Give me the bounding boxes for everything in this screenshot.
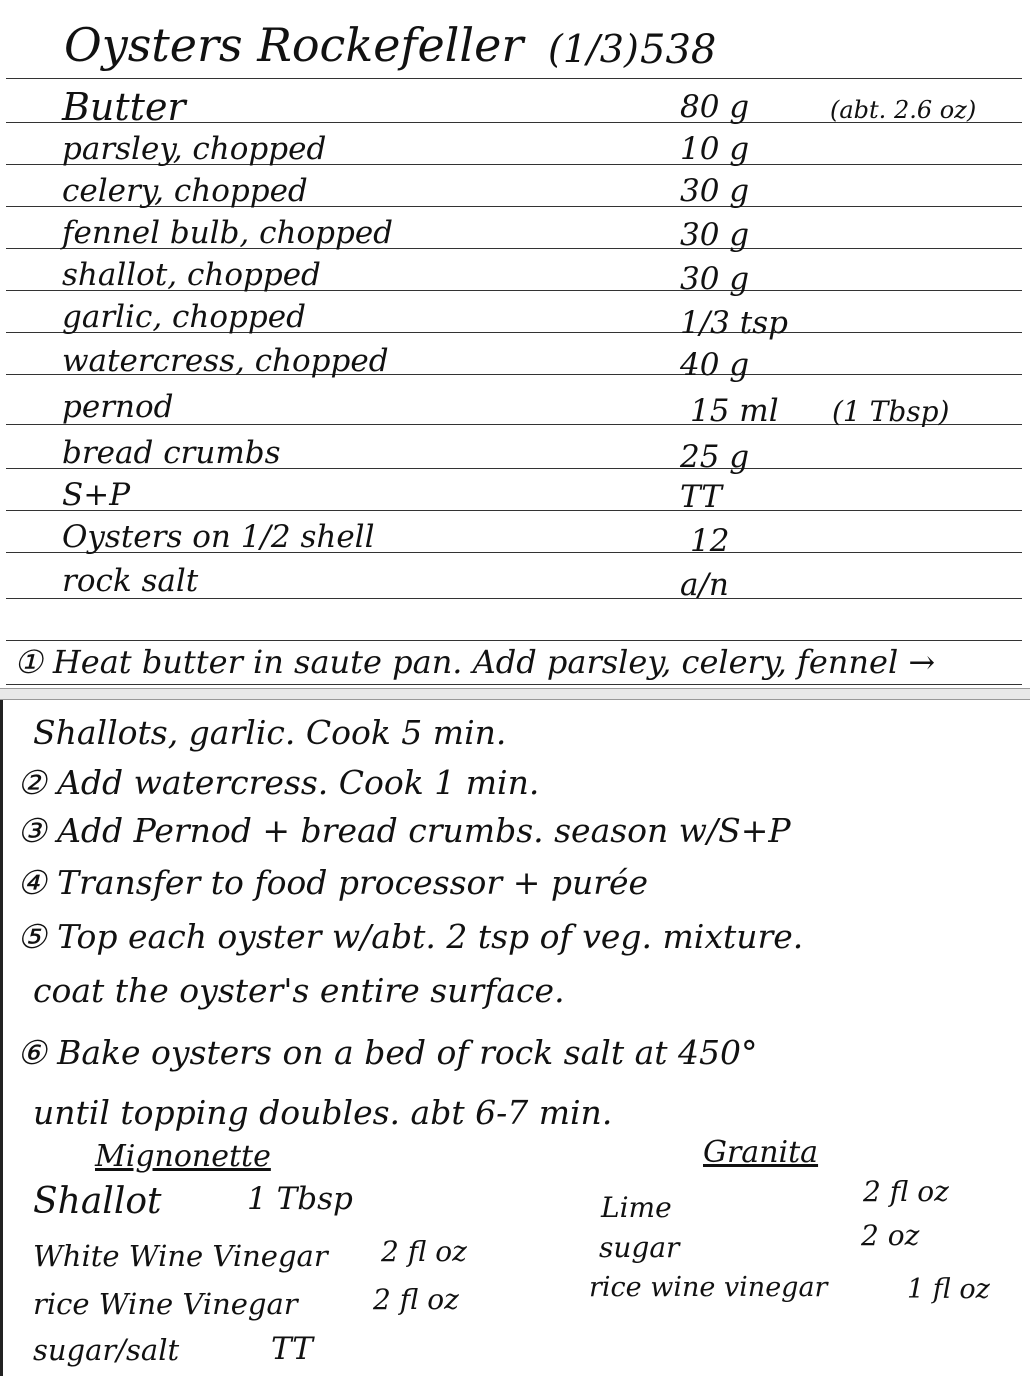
ingredient-qty: 30 g — [680, 173, 750, 209]
granita-item-name: Lime — [601, 1191, 672, 1224]
recipe-card-back — [0, 700, 1030, 1376]
ingredient-name: fennel bulb, chopped — [62, 215, 394, 251]
step-text: ⑥ Bake oysters on a bed of rock salt at 450° — [17, 1033, 758, 1072]
mignonette-item-name: rice Wine Vinegar — [33, 1287, 298, 1321]
ingredient-name: parsley, chopped — [62, 131, 327, 167]
step-text: until topping doubles. abt 6-7 min. — [33, 1093, 613, 1132]
ingredient-qty: 10 g — [680, 131, 750, 167]
mignonette-item-name: sugar/salt — [33, 1333, 180, 1367]
ingredient-name: pernod — [62, 389, 174, 425]
step-text: ① Heat butter in saute pan. Add parsley, celery, fennel → — [14, 643, 936, 681]
ruled-line — [6, 684, 1022, 685]
ingredient-qty: 30 g — [680, 261, 750, 297]
granita-item-name: sugar — [599, 1231, 680, 1264]
ruled-line — [6, 510, 1022, 511]
ingredient-note: (abt. 2.6 oz) — [830, 96, 977, 124]
granita-item-qty: 2 fl oz — [863, 1175, 949, 1208]
step-text: ⑤ Top each oyster w/abt. 2 tsp of veg. mixture. — [17, 917, 804, 956]
ingredient-name: bread crumbs — [62, 435, 281, 471]
granita-item-qty: 1 fl oz — [907, 1274, 990, 1305]
granita-item-qty: 2 oz — [861, 1219, 920, 1252]
mignonette-item-name: White Wine Vinegar — [33, 1239, 328, 1273]
ingredient-qty: a/n — [680, 567, 729, 603]
step-text: ③ Add Pernod + bread crumbs. season w/S+P — [17, 811, 791, 850]
ingredient-name: Butter — [62, 85, 186, 129]
ingredient-qty: 80 g — [680, 89, 750, 125]
mignonette-item-name: Shallot — [33, 1181, 162, 1222]
mignonette-item-qty: 1 Tbsp — [247, 1181, 353, 1217]
recipe-title: Oysters Rockefeller — [64, 18, 524, 72]
ingredient-name: celery, chopped — [62, 173, 308, 209]
ruled-line — [6, 78, 1022, 79]
ingredient-qty: 12 — [690, 523, 730, 559]
recipe-yield: (1/3) — [548, 27, 639, 71]
ingredient-name: garlic, chopped — [62, 299, 306, 335]
ingredient-qty: 40 g — [680, 347, 750, 383]
mignonette-item-qty: 2 fl oz — [373, 1283, 459, 1316]
ingredient-name: watercress, chopped — [62, 343, 389, 379]
ingredient-name: shallot, chopped — [62, 257, 321, 293]
ingredient-qty: 15 ml — [690, 393, 779, 429]
mignonette-title: Mignonette — [95, 1139, 271, 1174]
ingredient-note: (1 Tbsp) — [832, 395, 950, 428]
ingredient-name: Oysters on 1/2 shell — [62, 519, 375, 555]
ingredient-name: rock salt — [62, 563, 199, 599]
ruled-line — [6, 640, 1022, 641]
ingredient-qty: 25 g — [680, 439, 750, 475]
ingredient-qty: 30 g — [680, 217, 750, 253]
step-text: Shallots, garlic. Cook 5 min. — [33, 713, 507, 752]
mignonette-item-qty: 2 fl oz — [381, 1235, 467, 1268]
step-text: ② Add watercress. Cook 1 min. — [17, 763, 540, 802]
ingredient-qty: TT — [680, 479, 722, 515]
step-text: ④ Transfer to food processor + purée — [17, 863, 649, 902]
recipe-number: 538 — [640, 27, 717, 73]
step-text: coat the oyster's entire surface. — [33, 971, 565, 1010]
mignonette-item-qty: TT — [271, 1331, 313, 1367]
ingredient-name: S+P — [62, 477, 131, 513]
card-separator — [0, 688, 1030, 700]
ingredient-qty: 1/3 tsp — [680, 305, 788, 341]
granita-title: Granita — [703, 1135, 819, 1170]
granita-item-name: rice wine vinegar — [589, 1272, 828, 1303]
